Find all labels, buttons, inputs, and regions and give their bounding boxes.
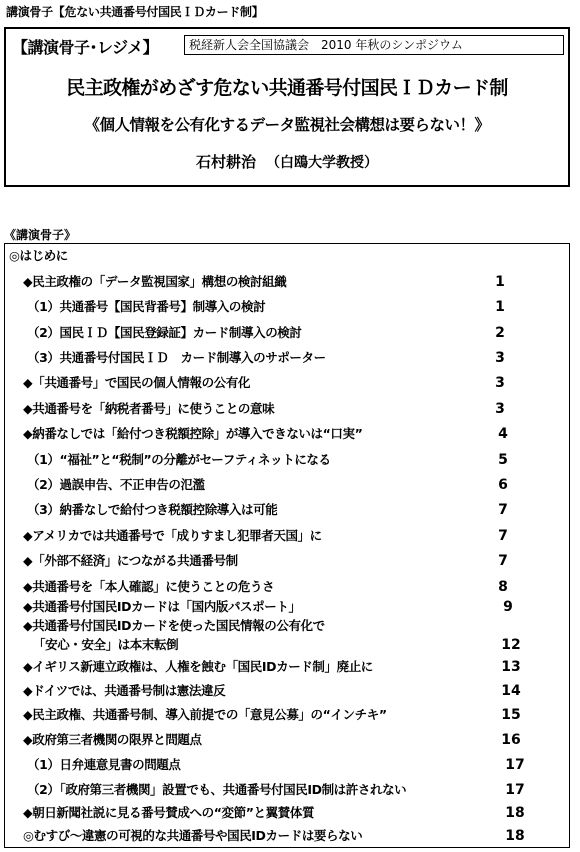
toc-item: ◆共通番号を「本人確認」に使うことの危うさ — [23, 579, 275, 594]
toc-item: （2）「政府第三者機関」設置でも、共通番号付国民ID制は許されない — [27, 782, 407, 797]
toc-item: ◆民主政権、共通番号制、導入前提での「意見公募」の“インチキ” — [23, 707, 387, 722]
main-title: 民主政権がめざす危ない共通番号付国民ＩＤカード制 — [66, 77, 508, 99]
event-name: 税経新人会全国協議会 2010 年秋のシンポジウム — [184, 35, 564, 55]
toc-item: ◆ドイツでは、共通番号制は憲法違反 — [23, 683, 226, 698]
toc-page-number: 17 — [505, 782, 525, 798]
toc-page-number: 12 — [501, 637, 521, 653]
toc-page-number: 2 — [495, 325, 505, 341]
toc-item: ◆政府第三者機関の限界と問題点 — [23, 732, 202, 747]
toc-item: ◆「共通番号」で国民の個人情報の公有化 — [23, 375, 251, 390]
toc-page-number: 4 — [498, 426, 508, 442]
outline-heading: 《講演骨子》 — [4, 228, 77, 242]
toc-page-number: 13 — [501, 659, 521, 675]
toc-page-number: 3 — [495, 350, 505, 366]
toc-page-number: 1 — [495, 299, 505, 315]
toc-item: （2）国民ＩＤ【国民登録証】カード制導入の検討 — [27, 325, 302, 340]
toc-item: ◆イギリス新連立政権は、人権を蝕む「国民IDカード制」廃止に — [23, 659, 373, 674]
toc-item: 「安心・安全」は本末転倒 — [33, 637, 179, 652]
toc-page-number: 14 — [501, 683, 521, 699]
toc-item: ◆民主政権の「データ監視国家」構想の検討組織 — [23, 274, 287, 289]
toc-item: （1）共通番号【国民背番号】制導入の検討 — [27, 299, 266, 314]
toc-page-number: 15 — [501, 707, 521, 723]
toc-item: （1）日弁連意見書の問題点 — [27, 757, 181, 772]
toc-item: ◎むすび～違憲の可視的な共通番号や国民IDカードは要らない — [23, 828, 363, 843]
toc-page-number: 7 — [498, 528, 508, 544]
document-type-label: 【講演骨子･レジメ】 — [12, 37, 159, 57]
subtitle: 《個人情報を公有化するデータ監視社会構想は要らない！》 — [84, 116, 490, 134]
running-header: 講演骨子【危ない共通番号付国民ＩＤカード制】 — [6, 5, 264, 19]
toc-page-number: 7 — [498, 502, 508, 518]
toc-page-number: 3 — [495, 375, 505, 391]
toc-item: ◆「外部不経済」につながる共通番号制 — [23, 553, 238, 568]
outline-box — [4, 243, 570, 848]
toc-page-number: 9 — [503, 599, 513, 615]
toc-item: ◆朝日新聞社説に見る番号賛成への“変節”と翼賛体質 — [23, 805, 315, 820]
toc-page-number: 7 — [498, 553, 508, 569]
toc-item: ◆共通番号付国民IDカードは「国内版パスポート」 — [23, 599, 301, 614]
title-box — [4, 27, 570, 187]
toc-page-number: 18 — [505, 828, 525, 844]
toc-item: （3）共通番号付国民ＩＤ カード制導入のサポーター — [27, 350, 326, 365]
author-line — [6, 151, 568, 172]
label-row — [12, 35, 158, 57]
author-affiliation: （白鴎大学教授） — [266, 155, 378, 171]
toc-page-number: 18 — [505, 805, 525, 821]
toc-item: ◎はじめに — [9, 248, 68, 263]
toc-item: （3）納番なしで給付つき税額控除導入は可能 — [27, 502, 278, 517]
author-name: 石村耕治 — [195, 153, 256, 171]
toc-item: ◆納番なしでは「給付つき税額控除」が導入できないは“口実” — [23, 426, 363, 441]
toc-page-number: 17 — [505, 757, 525, 773]
toc-item: ◆アメリカでは共通番号で「成りすまし犯罪者天国」に — [23, 528, 322, 543]
toc-page-number: 8 — [498, 579, 508, 595]
toc-page-number: 3 — [495, 401, 505, 417]
toc-page-number: 5 — [498, 452, 508, 468]
toc-page-number: 1 — [495, 274, 505, 290]
toc-item: ◆共通番号を「納税者番号」に使うことの意味 — [23, 401, 275, 416]
toc-item: ◆共通番号付国民IDカードを使った国民情報の公有化で — [23, 618, 325, 633]
toc-page-number: 6 — [498, 477, 508, 493]
toc-page-number: 16 — [501, 732, 521, 748]
toc-item: （2）過誤申告、不正申告の氾濫 — [27, 477, 205, 492]
toc-item: （1）“福祉”と“税制”の分離がセーフティネットになる — [27, 452, 331, 467]
